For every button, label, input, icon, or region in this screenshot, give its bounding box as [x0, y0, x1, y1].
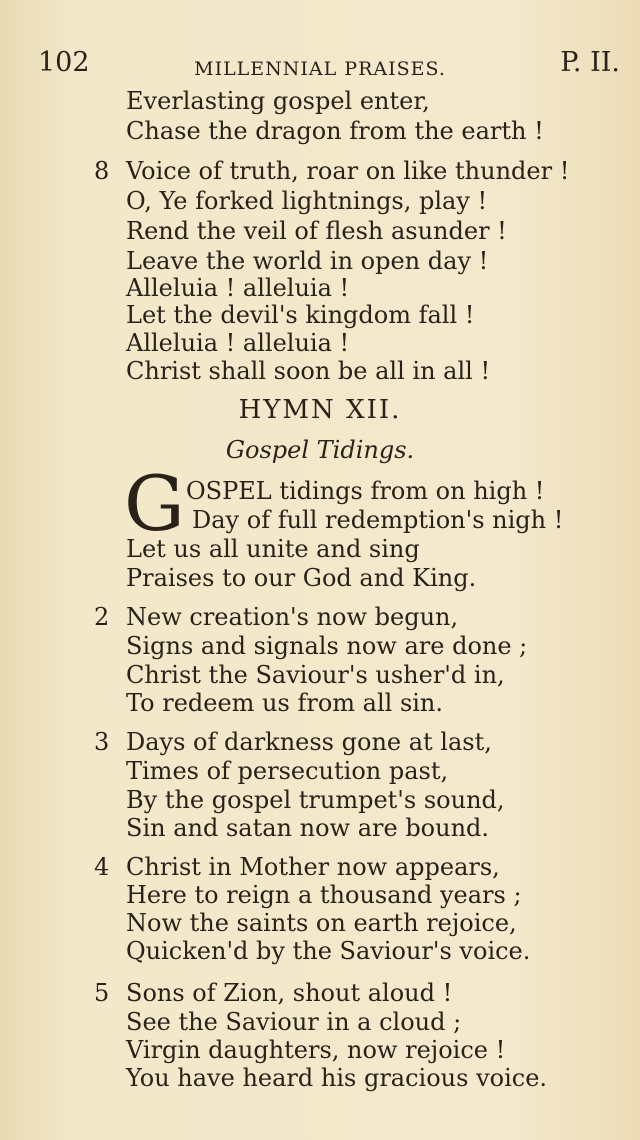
- stanza-line: New creation's now begun,: [126, 603, 459, 631]
- verse-line: O, Ye forked lightnings, play !: [126, 187, 488, 215]
- part-label: P. II.: [560, 47, 620, 78]
- verse-line: Voice of truth, roar on like thunder !: [126, 157, 570, 185]
- stanza-line: Christ the Saviour's usher'd in,: [126, 661, 505, 689]
- stanza-line: You have heard his gracious voice.: [126, 1064, 548, 1092]
- stanza-line: Praises to our God and King.: [126, 564, 477, 592]
- hymn-subtitle: Gospel Tidings.: [225, 436, 415, 464]
- stanza-line: Signs and signals now are done ;: [126, 632, 528, 660]
- stanza-line: Now the saints on earth rejoice,: [126, 909, 517, 937]
- running-title: MILLENNIAL PRAISES.: [194, 58, 446, 80]
- continuation-line: Chase the dragon from the earth !: [126, 117, 544, 145]
- verse-line: Let the devil's kingdom fall !: [126, 301, 475, 329]
- stanza-line: Virgin daughters, now rejoice !: [126, 1036, 506, 1064]
- stanza-line: Let us all unite and sing: [126, 535, 420, 563]
- continuation-line: Everlasting gospel enter,: [126, 87, 430, 115]
- stanza-number: 3: [94, 728, 110, 756]
- hymn-title: HYMN XII.: [238, 395, 402, 425]
- stanza-line: See the Saviour in a cloud ;: [126, 1008, 462, 1036]
- stanza-line: Days of darkness gone at last,: [126, 728, 492, 756]
- stanza-line: Times of persecution past,: [126, 757, 449, 785]
- stanza-number: 4: [94, 853, 110, 881]
- stanza-line: Christ in Mother now appears,: [126, 853, 500, 881]
- stanza-line: Sin and satan now are bound.: [126, 814, 490, 842]
- verse-line: Alleluia ! alleluia !: [126, 274, 350, 302]
- verse-line: Christ shall soon be all in all !: [126, 357, 491, 385]
- stanza-line: By the gospel trumpet's sound,: [126, 786, 505, 814]
- stanza-line: Quicken'd by the Saviour's voice.: [126, 937, 531, 965]
- verse-line: Leave the world in open day !: [126, 247, 489, 275]
- verse-number: 8: [94, 157, 110, 185]
- stanza-number: 5: [94, 979, 110, 1007]
- stanza-line: Day of full redemption's nigh !: [192, 506, 564, 534]
- verse-line: Alleluia ! alleluia !: [126, 329, 350, 357]
- drop-cap: G: [124, 459, 185, 548]
- stanza-line: Sons of Zion, shout aloud !: [126, 979, 453, 1007]
- verse-line: Rend the veil of flesh asunder !: [126, 217, 507, 245]
- page-number: 102: [38, 47, 90, 78]
- stanza-line: Here to reign a thousand years ;: [126, 881, 522, 909]
- stanza-number: 2: [94, 603, 110, 631]
- stanza-line: To redeem us from all sin.: [126, 689, 444, 717]
- stanza-line: OSPEL tidings from on high !: [186, 477, 545, 505]
